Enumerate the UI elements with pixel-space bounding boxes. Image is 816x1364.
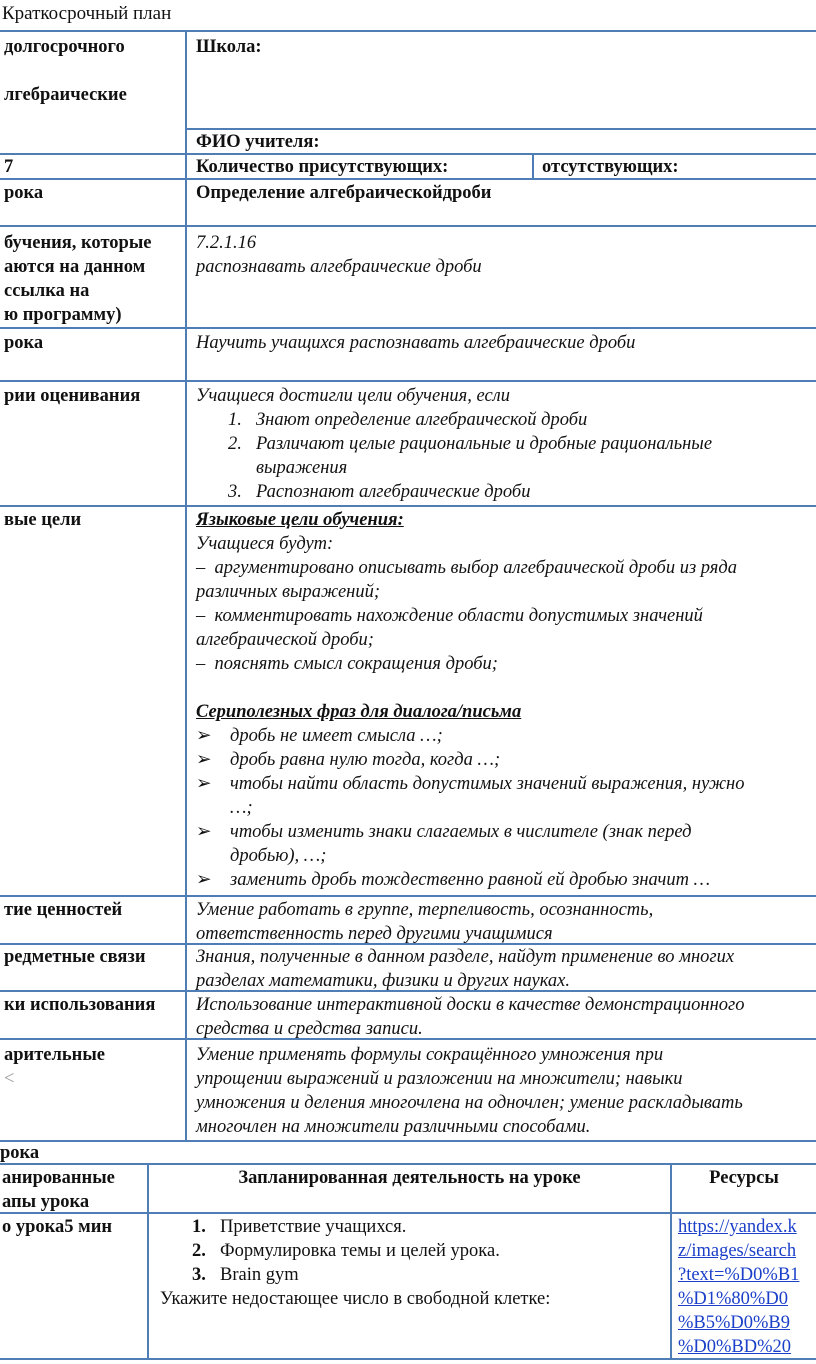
present-label: Количество присутствующих:	[196, 157, 449, 177]
table-border	[0, 380, 816, 382]
lesson-section-label: рока	[0, 1143, 40, 1163]
table-border	[0, 895, 816, 897]
row-label-objectives: бучения, которые аются на данном ссылка на ю программу)	[4, 233, 152, 325]
lesson-goal: Научить учащихся распознавать алгебраические дроби	[196, 333, 636, 353]
lesson-topic: Определение алгебраическойдроби	[196, 183, 492, 203]
table-border	[185, 30, 187, 1142]
absent-label: отсутствующих:	[542, 157, 679, 177]
values-content: Умение работать в группе, терпеливость, осознанность, ответственность перед другими учащимися	[196, 900, 654, 944]
row-label-cross-subject: редметные связи	[4, 947, 146, 967]
table-border	[532, 153, 534, 178]
document-title: Краткосрочный план	[2, 3, 172, 24]
learning-objectives: 7.2.1.16 распознавать алгебраические дроби	[196, 233, 482, 277]
teacher-label: ФИО учителя:	[196, 132, 320, 152]
activity-list: 1. Приветствие учащихся. 2. Формулировка темы и целей урока. 3. Brain gym Укажите недостающее число в свободной клетке:	[160, 1217, 551, 1309]
table-border	[0, 1212, 816, 1214]
assessment-criteria: Учащиеся достигли цели обучения, если 1. Знают определение алгебраической дроби 2. Различают целые рациональные и дробные рациональные выражения 3. Распознают алгебраические дроби	[196, 386, 713, 502]
prior-knowledge-content: Умение применять формулы сокращённого умножения при упрощении выражений и разложении на множители; навыки умножения и деления многочлена на одночлен; умение раскладывать многочлен на множители различными способами.	[196, 1045, 743, 1137]
table-border	[0, 30, 816, 32]
header-stages: анированные апы урока	[2, 1168, 115, 1212]
header-activity: Запланированная деятельность на уроке	[238, 1168, 581, 1188]
cross-subject-content: Знания, полученные в данном разделе, найдут применение во многих разделах математики, физики и других науках.	[196, 947, 735, 991]
stage-start: о урока5 мин	[2, 1217, 113, 1237]
table-border	[0, 1163, 816, 1165]
row-label-ict: ки использования	[4, 995, 156, 1015]
row-label-language: вые цели	[4, 510, 82, 530]
row-label-goal: рока	[4, 333, 44, 353]
table-border	[0, 1140, 816, 1142]
table-border	[0, 505, 816, 507]
row-label-prior: арительные <	[4, 1045, 105, 1089]
header-resources: Ресурсы	[709, 1168, 779, 1188]
long-term-plan-label: долгосрочного лгебраические	[4, 37, 127, 105]
row-label-assessment: рии оценивания	[4, 386, 141, 406]
grade-label: 7	[4, 157, 14, 177]
ict-content: Использование интерактивной доски в качестве демонстрационного средства и средства записи.	[196, 995, 745, 1039]
school-label: Школа:	[196, 37, 262, 57]
resource-link[interactable]: https://yandex.k z/images/search ?text=%D0%B1 %D1%80%D0 %B5%D0%B9 %D0%BD%20	[678, 1217, 800, 1357]
row-label-topic: рока	[4, 183, 44, 203]
language-goals: Языковые цели обучения: Учащиеся будут: – аргументировано описывать выбор алгебраической дроби из ряда различных выражений; – комментировать нахождение области допустимых значений алгебраической дроби; – пояснять смысл сокращения дроби; Сериполезных фраз для диалога/письма ➢ дробь не имеет смысла …; ➢ дробь равна нулю тогда, когда …; ➢ чтобы найти область допустимых значений выражения, нужно …; ➢ чтобы изменить знаки слагаемых в числителе (знак перед дробью), …; ➢ заменить дробь тождественно равной ей дробью значит …	[196, 510, 745, 890]
table-border	[0, 225, 816, 227]
row-label-values: тие ценностей	[4, 900, 123, 920]
table-border	[147, 1163, 149, 1360]
table-border	[0, 327, 816, 329]
table-border	[670, 1163, 672, 1360]
